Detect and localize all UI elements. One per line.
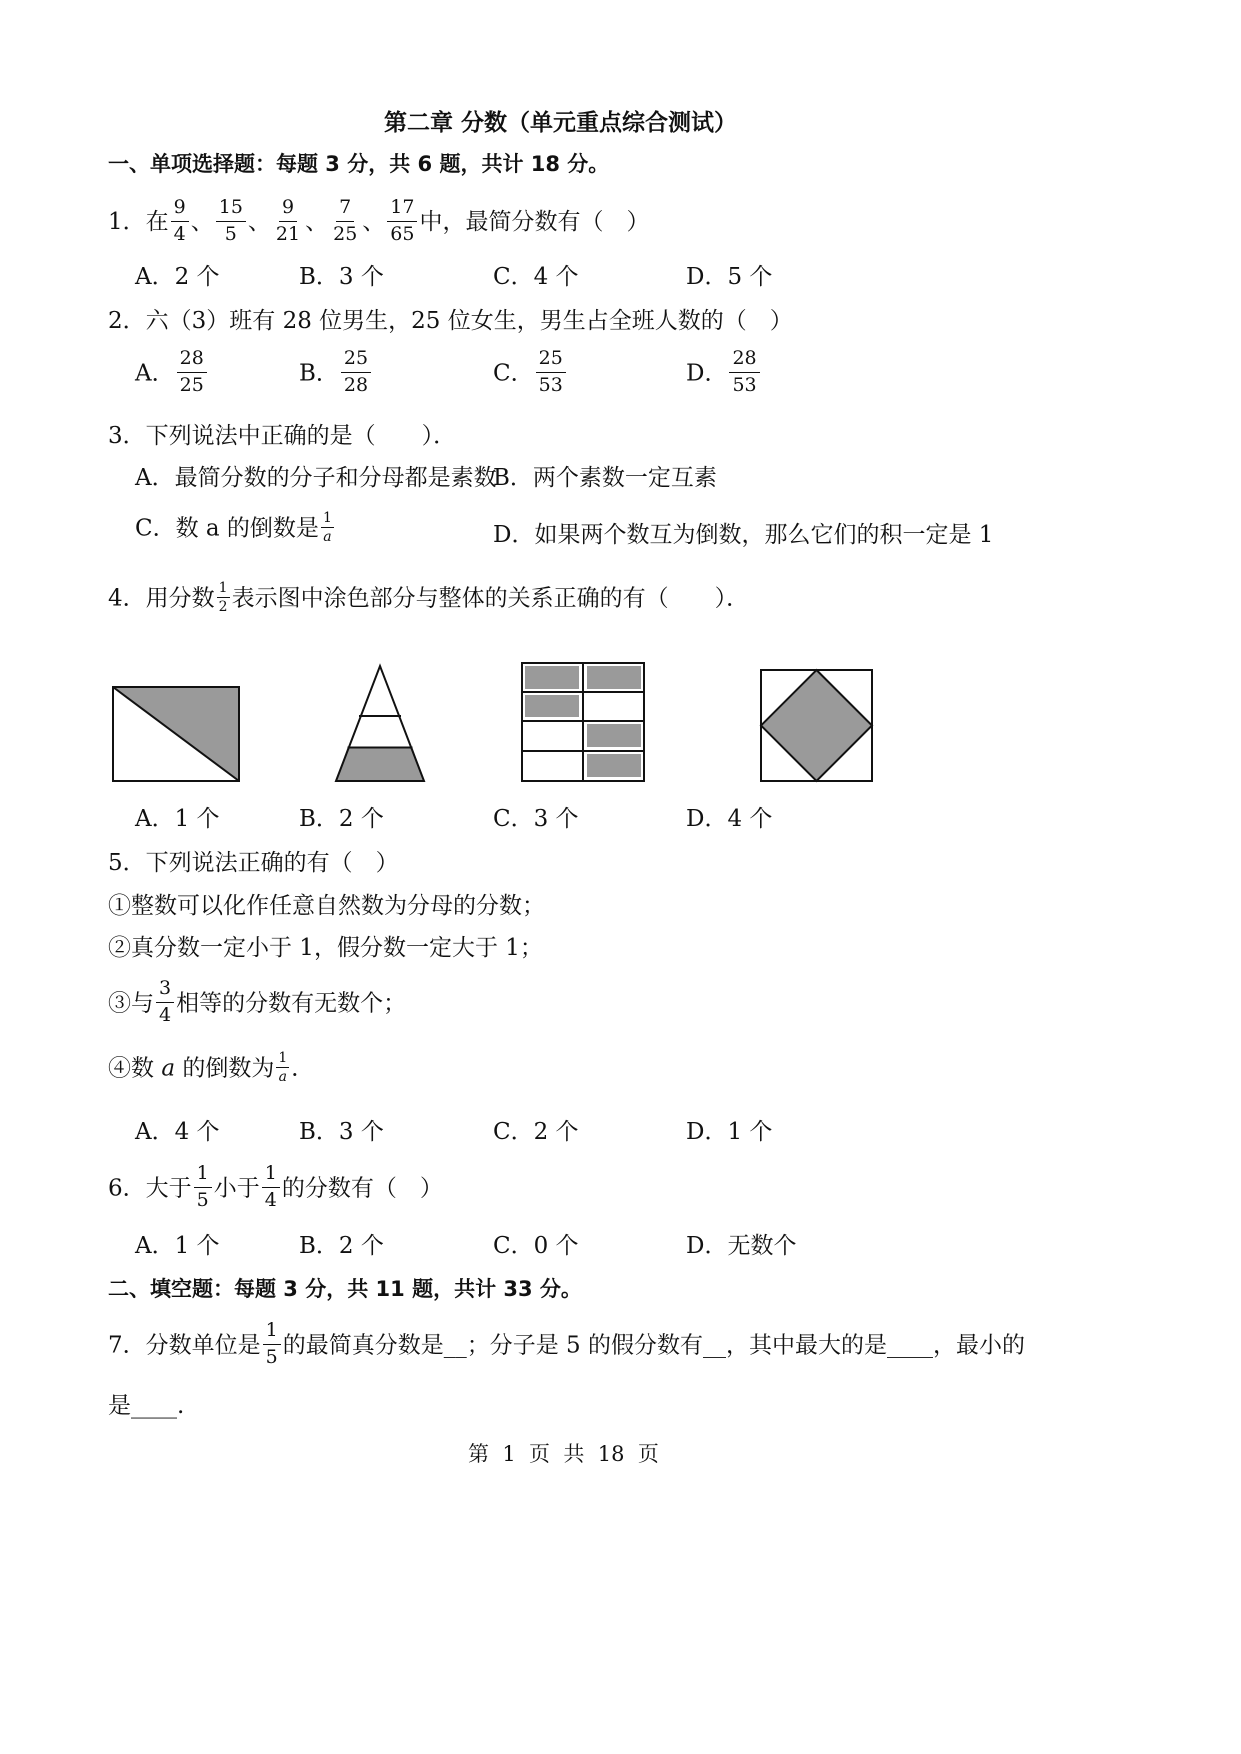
q2-option-b-label: B． — [299, 360, 339, 387]
numerator: 17 — [387, 197, 417, 222]
question-4 — [108, 582, 749, 617]
separator: 、 — [305, 209, 329, 235]
numerator: 9 — [171, 197, 189, 222]
q6-option-c: C．0 个 — [493, 1233, 579, 1259]
q3-option-c — [135, 512, 336, 547]
section-header-fill-in: 二、填空题：每题 3 分，共 11 题，共计 33 分。 — [108, 1277, 582, 1301]
statement-4 — [108, 1052, 314, 1087]
shaded-cell — [587, 724, 641, 747]
separator: 、 — [190, 209, 214, 235]
question-6-mid: 小于 — [213, 1175, 260, 1202]
fraction — [216, 197, 246, 246]
question-7-text: 的最简真分数是__；分子是 5 的假分数有__，其中最大的是____，最小的 — [282, 1332, 1025, 1359]
question-7-line-2: 是____. — [108, 1393, 185, 1419]
numerator: 25 — [341, 348, 371, 373]
numerator: 1 — [194, 1163, 212, 1188]
statement-3-prefix: ③与 — [108, 990, 154, 1017]
numerator: 1 — [217, 580, 230, 598]
separator: 、 — [362, 209, 386, 235]
q2-option-d — [686, 347, 762, 399]
q2-option-a-label: A． — [135, 360, 175, 387]
q1-option-a: A．2 个 — [135, 264, 220, 290]
shaded-cell — [587, 754, 641, 777]
figure-square-diamond — [760, 669, 873, 782]
numerator: 28 — [729, 348, 759, 373]
statement-3 — [108, 977, 407, 1029]
fraction — [273, 197, 303, 246]
question-1-prefix: 1．在 — [108, 209, 169, 235]
q2-option-b — [299, 347, 373, 399]
denominator: 28 — [343, 373, 369, 396]
numerator: 1 — [276, 1050, 289, 1068]
figure-grid-rectangles — [521, 662, 645, 782]
fraction — [156, 978, 174, 1027]
numerator: 1 — [321, 510, 334, 528]
q4-option-b: B．2 个 — [299, 806, 384, 832]
denominator: 4 — [264, 1188, 277, 1211]
fraction — [321, 510, 334, 545]
denominator: 4 — [173, 222, 186, 245]
q1-option-c: C．4 个 — [493, 264, 579, 290]
question-6 — [108, 1162, 443, 1214]
shaded-diamond — [761, 670, 872, 781]
question-7-prefix: 7．分数单位是 — [108, 1332, 261, 1359]
denominator: 5 — [196, 1188, 209, 1211]
q3-option-a: A．最简分数的分子和分母都是素数 — [135, 465, 497, 491]
fraction — [217, 580, 230, 615]
statement-4-suffix: ． — [291, 1055, 315, 1082]
denominator: 65 — [390, 222, 415, 245]
numerator: 7 — [336, 197, 354, 222]
denominator: 25 — [333, 222, 358, 245]
question-6-prefix: 6．大于 — [108, 1175, 192, 1202]
numerator: 15 — [216, 197, 246, 222]
shaded-cell — [525, 666, 579, 689]
page-footer: 第 1 页 共 18 页 — [468, 1442, 659, 1466]
numerator: 1 — [263, 1320, 281, 1345]
q4-option-a: A．1 个 — [135, 806, 220, 832]
q5-option-d: D．1 个 — [686, 1119, 773, 1145]
question-3: 3．下列说法中正确的是（ ）． — [108, 423, 457, 449]
question-1-fractions — [169, 195, 420, 245]
figure-triangle-bands — [334, 665, 426, 782]
numerator: 25 — [536, 348, 566, 373]
q6-option-a: A．1 个 — [135, 1233, 220, 1259]
numerator: 9 — [279, 197, 297, 222]
shaded-band — [336, 748, 424, 782]
q3-option-d: D．如果两个数互为倒数，那么它们的积一定是 1 — [493, 522, 994, 548]
shaded-cell — [587, 666, 641, 689]
shaded-cell — [525, 695, 579, 717]
q2-option-c-label: C． — [493, 360, 534, 387]
page-title: 第二章 分数（单元重点综合测试） — [384, 110, 738, 136]
question-4-suffix: 表示图中涂色部分与整体的关系正确的有（ ）． — [231, 585, 750, 612]
q5-option-a: A．4 个 — [135, 1119, 220, 1145]
numerator: 3 — [156, 978, 174, 1003]
denominator: 53 — [538, 373, 563, 396]
denominator: 53 — [732, 373, 757, 396]
q5-option-b: B．3 个 — [299, 1119, 384, 1145]
q6-option-d: D．无数个 — [686, 1233, 797, 1259]
fraction — [263, 1320, 281, 1369]
statement-2: ②真分数一定小于 1，假分数一定大于 1； — [108, 935, 543, 961]
question-7 — [108, 1319, 1025, 1371]
fraction — [276, 1050, 289, 1085]
q1-option-b: B．3 个 — [299, 264, 384, 290]
denominator: 21 — [275, 222, 301, 245]
fraction — [262, 1163, 280, 1212]
q4-option-c: C．3 个 — [493, 806, 579, 832]
q5-option-c: C．2 个 — [493, 1119, 579, 1145]
denominator: 25 — [179, 373, 204, 396]
numerator: 28 — [177, 348, 207, 373]
fraction — [330, 197, 360, 246]
question-4-prefix: 4．用分数 — [108, 585, 215, 612]
q2-option-a — [135, 347, 209, 399]
variable-a: a — [161, 1055, 176, 1082]
separator: 、 — [247, 209, 271, 235]
q2-option-d-label: D． — [686, 360, 728, 387]
figure-rectangle-diagonal — [112, 686, 240, 782]
fraction — [171, 197, 189, 246]
statement-4-prefix: ④数 — [108, 1055, 154, 1082]
denominator: 5 — [265, 1345, 278, 1368]
fraction — [387, 197, 417, 246]
q4-option-d: D．4 个 — [686, 806, 773, 832]
q1-option-d: D．5 个 — [686, 264, 773, 290]
numerator: 1 — [262, 1163, 280, 1188]
question-5: 5．下列说法正确的有（ ） — [108, 850, 399, 876]
question-6-suffix: 的分数有（ ） — [281, 1175, 443, 1202]
fraction — [194, 1163, 212, 1212]
denominator: a — [278, 1069, 287, 1086]
denominator: 5 — [224, 222, 237, 245]
question-1-suffix: 中，最简分数有（ ） — [419, 209, 650, 235]
denominator: 4 — [159, 1003, 172, 1026]
denominator: a — [323, 529, 332, 546]
q3-option-b: B．两个素数一定互素 — [493, 465, 717, 491]
fraction — [729, 348, 759, 397]
question-2: 2．六（3）班有 28 位男生，25 位女生，男生占全班人数的（ ） — [108, 308, 793, 334]
denominator: 2 — [218, 599, 228, 616]
section-header-choice: 一、单项选择题：每题 3 分，共 6 题，共计 18 分。 — [108, 152, 610, 176]
q3-option-c-text: C．数 a 的倒数是 — [135, 515, 319, 542]
statement-1: ①整数可以化作任意自然数为分母的分数； — [108, 893, 545, 919]
q2-option-c — [493, 347, 568, 399]
q6-option-b: B．2 个 — [299, 1233, 384, 1259]
statement-3-suffix: 相等的分数有无数个； — [176, 990, 407, 1017]
fraction — [341, 348, 371, 397]
question-1 — [108, 194, 649, 250]
fraction — [536, 348, 566, 397]
statement-4-mid: 的倒数为 — [182, 1055, 275, 1082]
fraction — [177, 348, 207, 397]
